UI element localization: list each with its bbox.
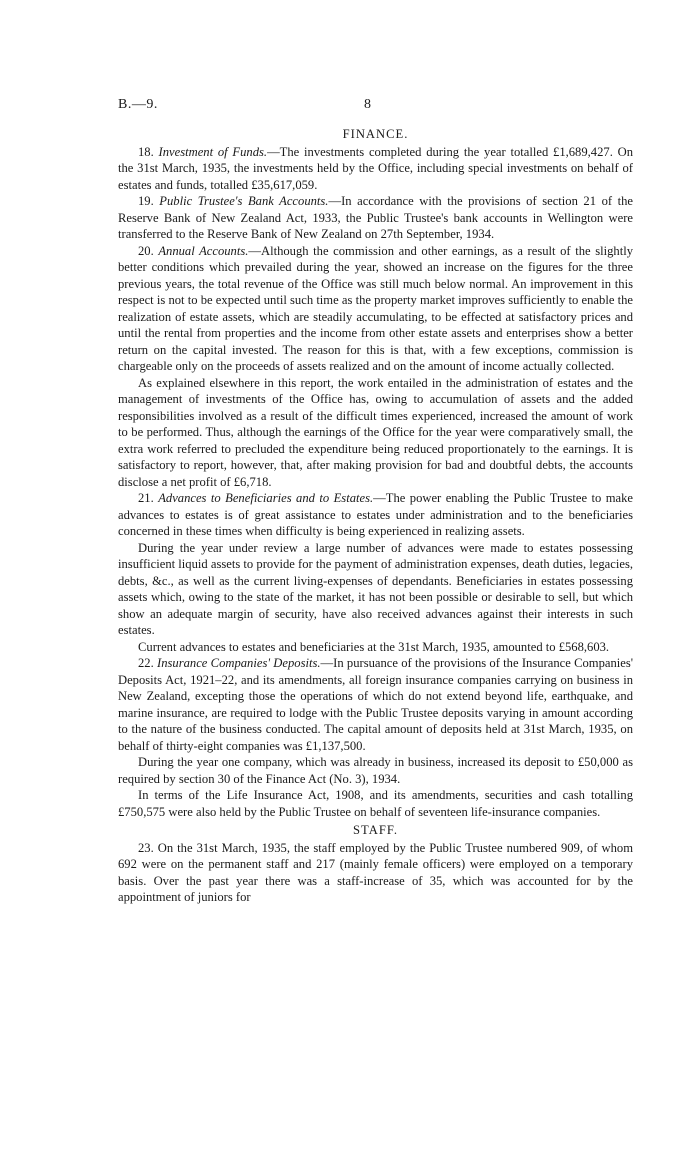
paragraph-text: —In pursuance of the provisions of the Insurance Companies' Deposits Act, 1921–22, and its amendments, all foreign insurance companies carrying on business in New Zealand, excepting those the operations of which do not extend beyond life, earthquake, and marine insurance, are required to lodge with the Public Trustee deposits varying in amount according to the nature of the business conducted. The capital amount of deposits held at 31st March, 1935, on behalf of thirty-eight companies was £1,137,500. [118, 656, 634, 753]
paragraph-advances [118, 490, 633, 540]
paragraph-text: —The investments completed during the year totalled £1,689,427. On the 31st March, 1935, the investments held by the Office, including special investments on behalf of estates and funds, totalled £35,617,059. [118, 144, 634, 192]
paragraph-heading: Annual Accounts. [158, 243, 249, 258]
paragraph-heading: Advances to Beneficiaries and to Estates. [158, 491, 374, 505]
paragraph-text: During the year one company, which was already in business, increased its deposit to £50,000 as required by section 30 of the Finance Act (No. 3), 1934. [118, 755, 633, 786]
paragraph-text: —The power enabling the Public Trustee to make advances to estates is of great assistance to estates under administration and to the beneficiaries concerned in these times when difficulty is being experienced in realizing assets. [118, 491, 634, 538]
paragraph-life-insurance [118, 787, 633, 820]
page-body [118, 124, 633, 906]
paragraph-text: —In accordance with the provisions of section 21 of the Reserve Bank of New Zealand Act, 1933, the Public Trustee's bank accounts in Wellington were transferred to the Reserve Bank of New Zealand on 27th September, 1934. [118, 194, 633, 241]
paragraph-current-advances [118, 639, 633, 656]
paragraph-number: 23. [138, 840, 158, 855]
paragraph-text: As explained elsewhere in this report, the work entailed in the administration of estates and the management of investments of the Office has, owing to accumulation of assets and the added responsibilities involved as a result of the difficult times experienced, increased the amount of work to be performed. Thus, although the earnings of the Office for the year were comparatively small, the extra work referred to precluded the expenditure being reduced proportionately to the earnings. It is satisfactory to report, however, that, after making provision for bad and doubtful debts, the accounts disclose a net profit of £6,718. [118, 375, 633, 489]
paragraph-annual-accounts [118, 243, 633, 375]
paragraph-text: —Although the commission and other earnings, as a result of the slightly better conditions which prevailed during the year, showed an increase on the figures for the three previous years, the total revenue of the Office was still much below normal. An improvement in this respect is not to be expected until such time as the property market improves sufficiently to enable the realization of estate assets, which are steadily accumulating, to be effected at satisfactory prices and until the rental from properties and the income from other estate assets and enterprises show a better return on the capital invested. The reason for this is that, with a few exceptions, commission is chargeable only on the proceeds of assets realized and on the amount of income actually collected. [118, 243, 633, 373]
paragraph-number: 21. [138, 491, 159, 505]
section-title-staff: STAFF. [353, 823, 398, 837]
paragraph-heading: Public Trustee's Bank Accounts. [159, 194, 329, 208]
paragraph-text: In terms of the Life Insurance Act, 1908, and its amendments, securities and cash totalling £750,575 were also held by the Public Trustee on behalf of seventeen life-insurance companies. [118, 788, 633, 819]
paragraph-advances-made [118, 540, 633, 639]
paragraph-bank-accounts [118, 193, 633, 243]
paragraph-heading: Insurance Companies' Deposits. [157, 656, 321, 670]
paragraph-insurance-deposits [118, 655, 633, 754]
paragraph-text: Current advances to estates and beneficiaries at the 31st March, 1935, amounted to £568,603. [138, 639, 610, 654]
paragraph-text: On the 31st March, 1935, the staff employed by the Public Trustee numbered 909, of whom 692 were on the permanent staff and 217 (mainly female officers) were employed on a temporary basis. Over the past year there was a staff-increase of 35, which was accounted for by the appointment of juniors for [118, 840, 633, 904]
paragraph-deposit-increase [118, 754, 633, 787]
page-number: 8 [364, 97, 372, 112]
paragraph-investment-of-funds [118, 144, 633, 194]
paragraph-number: 18. [138, 144, 159, 159]
report-reference: B.—9. [118, 97, 158, 112]
paragraph-work-entailed [118, 375, 633, 491]
paragraph-heading: Investment of Funds. [158, 144, 268, 159]
paragraph-number: 20. [138, 243, 159, 258]
paragraph-number: 19. [138, 194, 160, 208]
paragraph-text: During the year under review a large number of advances were made to estates possessing insufficient liquid assets to provide for the payment of administration expenses, death duties, legacies, debts, &c., as well as the current living-expenses of dependants. Beneficiaries in estates possessing assets which, owing to the state of the market, it has not been possible or desirable to sell, but which show an adequate margin of security, have also received advances against their interests in such estates. [118, 540, 633, 637]
paragraph-staff [118, 840, 633, 906]
paragraph-number: 22. [138, 656, 158, 670]
section-title-finance: FINANCE. [342, 127, 409, 141]
